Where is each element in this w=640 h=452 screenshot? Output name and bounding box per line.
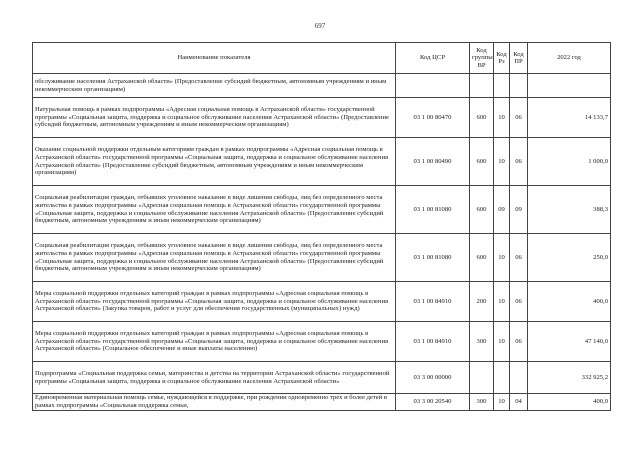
header-name: Наименование показателя xyxy=(33,43,396,74)
row-vr xyxy=(470,74,494,98)
row-amount: 388,3 xyxy=(528,186,611,234)
row-amount: 250,0 xyxy=(528,234,611,282)
row-pr: 06 xyxy=(510,282,528,322)
row-amount: 47 140,0 xyxy=(528,322,611,362)
row-pr: 09 xyxy=(510,186,528,234)
row-name: обслуживание населения Астраханской области» (Предоставление субсидий бюджетным, автономным учреждениям и иным некоммерческим организациям) xyxy=(33,74,396,98)
row-amount: 400,0 xyxy=(528,282,611,322)
row-amount xyxy=(528,74,611,98)
row-vr: 300 xyxy=(470,394,494,411)
row-name: Подпрограмма «Социальная поддержка семьи, материнства и детства на территории Астраханской области» государственной программы «Социальная защита, поддержка и социальное обслуживание населения Астраханской области» xyxy=(33,362,396,394)
row-name: Меры социальной поддержки отдельных категорий граждан в рамках подпрограммы «Адресная социальная помощь в Астраханской области» государственной программы «Социальная защита, поддержка и социальное обслуживание населения Астраханской области» (Закупка товаров, работ и услуг для обеспечения государственных (муниципальных) нужд) xyxy=(33,282,396,322)
table-row xyxy=(33,234,611,282)
row-name: Меры социальной поддержки отдельных категорий граждан в рамках подпрограммы «Адресная социальная помощь в Астраханской области» государственной программы «Социальная защита, поддержка и социальное обслуживание населения Астраханской области» (Социальное обеспечение и иные выплаты населению) xyxy=(33,322,396,362)
header-year: 2022 год xyxy=(528,43,611,74)
row-csr: 03 1 00 81080 xyxy=(396,186,470,234)
header-vr: Код группы ВР xyxy=(470,43,494,74)
row-rz: 09 xyxy=(494,186,510,234)
table-row xyxy=(33,138,611,186)
row-pr: 06 xyxy=(510,234,528,282)
header-pr: Код ПР xyxy=(510,43,528,74)
row-csr: 03 3 00 00000 xyxy=(396,362,470,394)
table-row xyxy=(33,74,611,98)
row-rz: 10 xyxy=(494,282,510,322)
row-rz xyxy=(494,74,510,98)
row-pr: 06 xyxy=(510,322,528,362)
row-pr: 04 xyxy=(510,394,528,411)
row-rz xyxy=(494,362,510,394)
row-rz: 10 xyxy=(494,234,510,282)
row-name: Натуральная помощь в рамках подпрограммы «Адресная социальная помощь в Астраханской области» государственной программы «Социальная защита, поддержка и социальное обслуживание населения Астраханской области» (Предоставление субсидий бюджетным, автономным учреждениям и иным некоммерческим организациям) xyxy=(33,98,396,138)
row-vr: 600 xyxy=(470,98,494,138)
row-name: Единовременная материальная помощь семье, нуждающейся в поддержке, при рождении одновременно трех и более детей в рамках подпрограммы «Социальная поддержка семьи, xyxy=(33,394,396,411)
row-csr: 03 1 00 80470 xyxy=(396,98,470,138)
page-number: 697 xyxy=(314,22,326,30)
table-row xyxy=(33,186,611,234)
row-vr xyxy=(470,362,494,394)
row-csr: 03 1 00 81080 xyxy=(396,234,470,282)
budget-table xyxy=(32,42,611,411)
header-csr: Код ЦСР xyxy=(396,43,470,74)
row-csr: 03 1 00 84910 xyxy=(396,322,470,362)
table-row xyxy=(33,98,611,138)
row-vr: 600 xyxy=(470,234,494,282)
table-row xyxy=(33,362,611,394)
row-pr: 06 xyxy=(510,98,528,138)
row-csr: 03 1 00 80490 xyxy=(396,138,470,186)
row-pr xyxy=(510,362,528,394)
row-csr: 03 1 00 84910 xyxy=(396,282,470,322)
row-rz: 10 xyxy=(494,138,510,186)
row-csr: 03 3 00 20540 xyxy=(396,394,470,411)
row-pr xyxy=(510,74,528,98)
row-vr: 600 xyxy=(470,138,494,186)
row-rz: 10 xyxy=(494,98,510,138)
row-rz: 10 xyxy=(494,322,510,362)
row-csr xyxy=(396,74,470,98)
row-amount: 332 925,2 xyxy=(528,362,611,394)
row-amount: 400,0 xyxy=(528,394,611,411)
row-amount: 1 000,0 xyxy=(528,138,611,186)
row-name: Социальная реабилитация граждан, отбывших уголовное наказание в виде лишения свободы, лиц без определенного места жительства в рамках подпрограммы «Адресная социальная помощь в Астраханской области» государственной программы «Социальная защита, поддержка и социальное обслуживание населения Астраханской области» (Предоставление субсидий бюджетным, автономным учреждениям и иным некоммерческим организациям) xyxy=(33,234,396,282)
header-rz: Код Рз xyxy=(494,43,510,74)
row-rz: 10 xyxy=(494,394,510,411)
row-vr: 300 xyxy=(470,322,494,362)
row-vr: 200 xyxy=(470,282,494,322)
row-amount: 14 133,7 xyxy=(528,98,611,138)
table-header-row xyxy=(33,43,611,74)
table-row xyxy=(33,282,611,322)
table-row xyxy=(33,394,611,411)
row-pr: 06 xyxy=(510,138,528,186)
row-name: Социальная реабилитация граждан, отбывших уголовное наказание в виде лишения свободы, лиц без определенного места жительства в рамках подпрограммы «Адресная социальная помощь в Астраханской области» государственной программы «Социальная защита, поддержка и социальное обслуживание населения Астраханской области» (Предоставление субсидий бюджетным, автономным учреждениям и иным некоммерческим организациям) xyxy=(33,186,396,234)
table-row xyxy=(33,322,611,362)
row-vr: 600 xyxy=(470,186,494,234)
row-name: Оказание социальной поддержки отдельным категориям граждан в рамках подпрограммы «Адресная социальная помощь в Астраханской области» государственной программы «Социальная защита, поддержка и социальное обслуживание населения Астраханской области» (Предоставление субсидий бюджетным, автономным учреждениям и иным некоммерческим организациям) xyxy=(33,138,396,186)
